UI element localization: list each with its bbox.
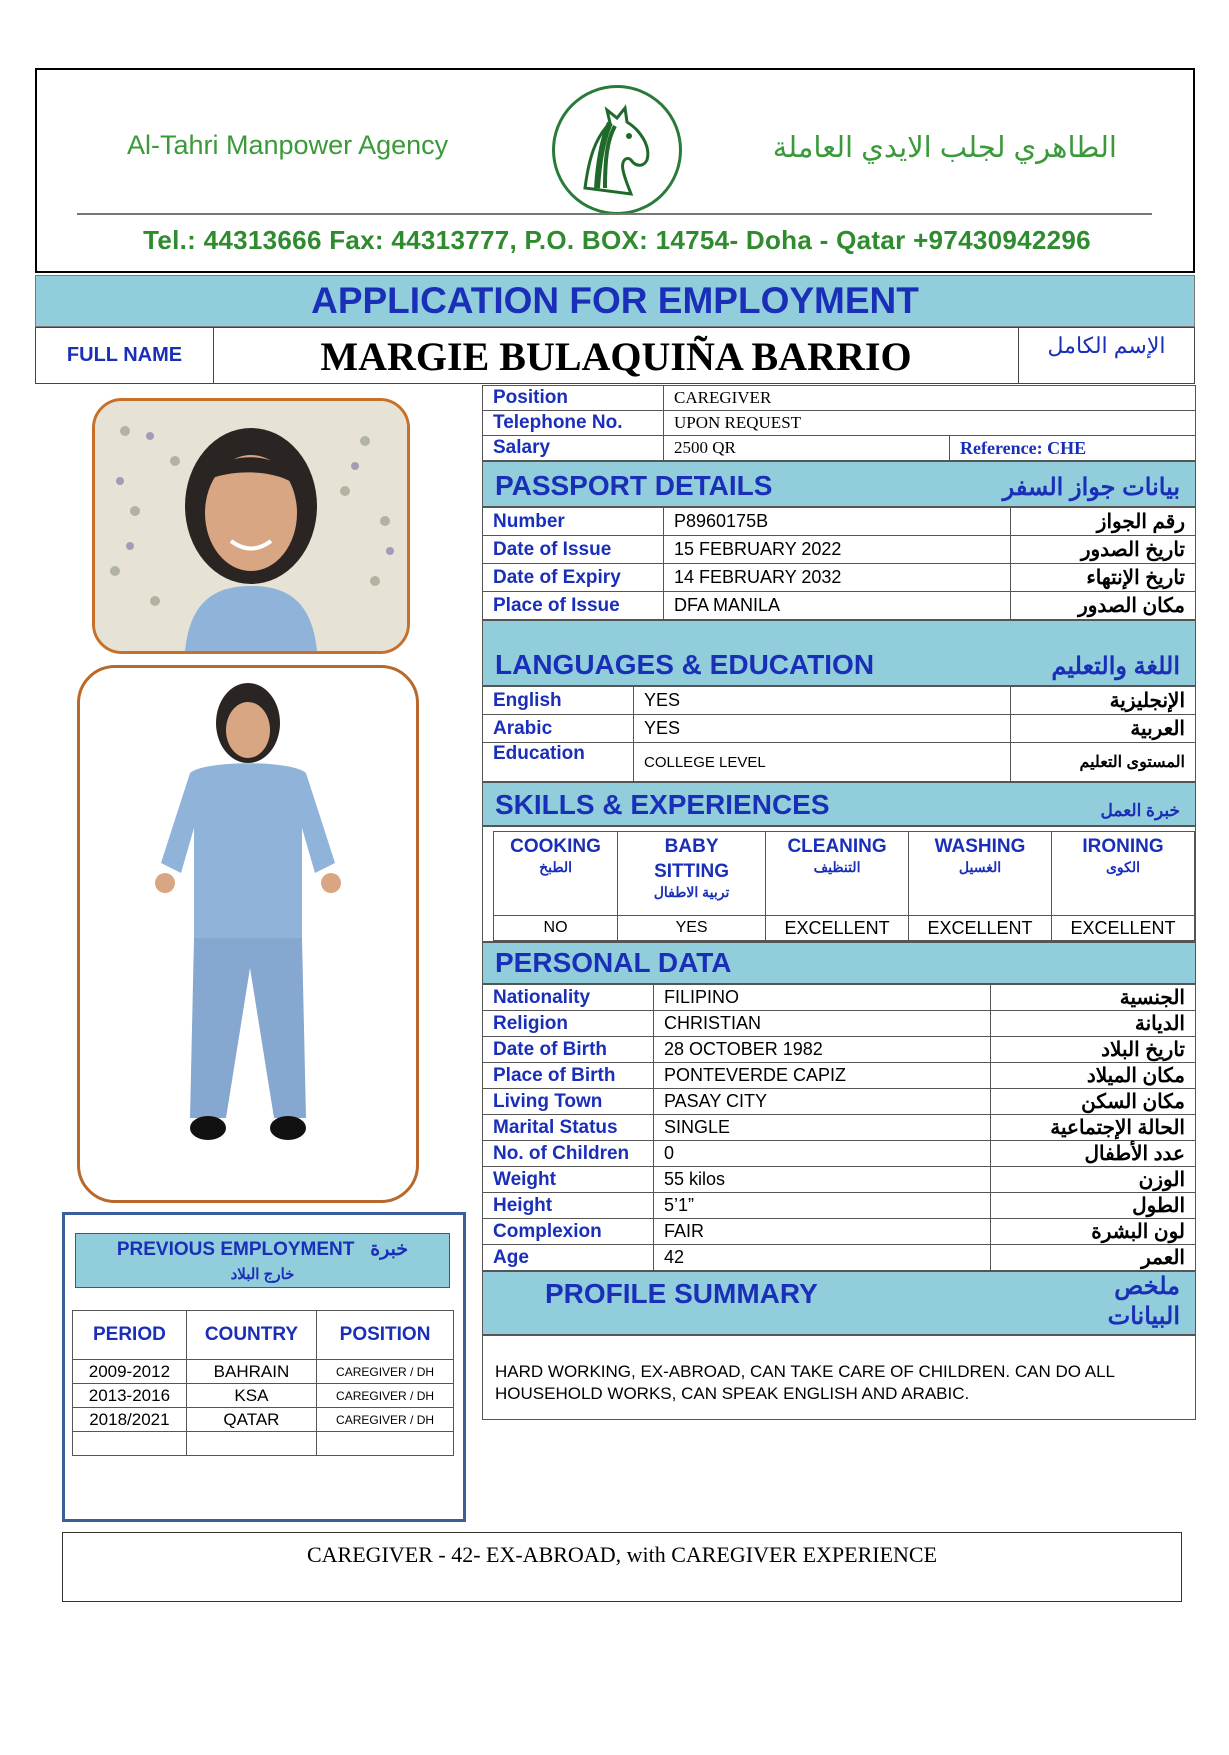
languages-title-ar: اللغة والتعليم: [1051, 653, 1180, 680]
table-row: [483, 1193, 1196, 1219]
personal-label: Weight: [483, 1167, 654, 1193]
skill-cooking: [494, 832, 618, 916]
telephone-row: [483, 411, 1196, 436]
previous-employment-title-ar-1: خبرة: [370, 1239, 409, 1260]
table-row: [483, 1115, 1196, 1141]
english-label: English: [483, 687, 634, 715]
skill-cleaning-label-ar: التنظيف: [813, 859, 861, 875]
telephone-label: Telephone No.: [483, 411, 664, 436]
education-value: COLLEGE LEVEL: [634, 743, 1011, 782]
personal-label: Height: [483, 1193, 654, 1219]
languages-title: LANGUAGES & EDUCATION: [495, 649, 875, 680]
personal-label-ar: عدد الأطفال: [991, 1141, 1196, 1167]
table-row: [483, 508, 1196, 536]
page-title: APPLICATION FOR EMPLOYMENT: [311, 280, 919, 321]
languages-table: [482, 686, 1196, 782]
personal-value: 55 kilos: [654, 1167, 991, 1193]
passport-title-ar: بيانات جواز السفر: [1002, 474, 1180, 501]
personal-label-ar: الحالة الإجتماعية: [991, 1115, 1196, 1141]
skill-baby-sitting-value: YES: [618, 916, 766, 941]
passport-number-label: Number: [483, 508, 664, 536]
full-name-row: [35, 327, 1195, 384]
table-row: [483, 743, 1196, 782]
personal-label-ar: الجنسية: [991, 985, 1196, 1011]
period-cell: 2009-2012: [73, 1360, 187, 1384]
arabic-label-ar: العربية: [1011, 715, 1196, 743]
position-value: CAREGIVER: [664, 386, 1196, 411]
personal-label: No. of Children: [483, 1141, 654, 1167]
passport-number-value: P8960175B: [664, 508, 1011, 536]
personal-label-ar: العمر: [991, 1245, 1196, 1271]
personal-label-ar: لون البشرة: [991, 1219, 1196, 1245]
position-cell: [317, 1432, 454, 1456]
issue-date-label-ar: تاريخ الصدور: [1011, 536, 1196, 564]
previous-employment-title-ar-2: خارج البلاد: [230, 1266, 295, 1283]
previous-employment-title: [75, 1233, 450, 1288]
salary-label: Salary: [483, 436, 664, 461]
position-cell: CAREGIVER / DH: [317, 1360, 454, 1384]
previous-employment-title-en: PREVIOUS EMPLOYMENT: [116, 1239, 355, 1260]
table-row: [73, 1360, 454, 1384]
table-row: [483, 985, 1196, 1011]
full-name-label: FULL NAME: [36, 328, 214, 383]
table-row: [483, 1037, 1196, 1063]
passport-table: [482, 507, 1196, 620]
personal-value: CHRISTIAN: [654, 1011, 991, 1037]
personal-value: 42: [654, 1245, 991, 1271]
table-row: [483, 1063, 1196, 1089]
footer-summary: CAREGIVER - 42- EX-ABROAD, with CAREGIVER EXPERIENCE: [62, 1532, 1182, 1602]
skill-cleaning: [766, 832, 909, 916]
profile-section-header: [482, 1271, 1196, 1335]
portrait-photo: [92, 398, 410, 654]
skills-header-row: [494, 832, 1195, 916]
table-row: [483, 536, 1196, 564]
personal-label-ar: الطول: [991, 1193, 1196, 1219]
personal-value: FAIR: [654, 1219, 991, 1245]
header-divider: [77, 213, 1152, 215]
full-name-label-ar: الإسم الكامل: [1047, 333, 1166, 358]
passport-title: PASSPORT DETAILS: [495, 470, 773, 501]
table-row: [483, 1167, 1196, 1193]
profile-title: PROFILE SUMMARY: [545, 1278, 818, 1309]
arabic-label: Arabic: [483, 715, 634, 743]
personal-label: Marital Status: [483, 1115, 654, 1141]
reference-value: Reference: CHE: [950, 436, 1196, 461]
table-row: [483, 592, 1196, 620]
agency-header: [35, 68, 1195, 273]
profile-title-ar: ملخص البيانات: [1107, 1273, 1180, 1330]
skills-section-header: [482, 782, 1196, 826]
period-header: PERIOD: [73, 1311, 187, 1360]
skill-ironing: [1052, 832, 1195, 916]
position-cell: CAREGIVER / DH: [317, 1384, 454, 1408]
passport-section-header: [482, 461, 1196, 507]
personal-label: Living Town: [483, 1089, 654, 1115]
expiry-date-label-ar: تاريخ الإنتهاء: [1011, 564, 1196, 592]
job-table: [482, 385, 1196, 461]
personal-section-header: [482, 942, 1196, 984]
position-cell: CAREGIVER / DH: [317, 1408, 454, 1432]
personal-label: Complexion: [483, 1219, 654, 1245]
skill-cleaning-label: CLEANING: [787, 836, 887, 857]
skills-title: SKILLS & EXPERIENCES: [495, 789, 830, 820]
personal-value: 0: [654, 1141, 991, 1167]
skill-cleaning-value: EXCELLENT: [766, 916, 909, 941]
country-cell: [186, 1432, 316, 1456]
position-header: POSITION: [317, 1311, 454, 1360]
personal-value: SINGLE: [654, 1115, 991, 1141]
full-body-photo: [77, 665, 419, 1203]
skill-ironing-value: EXCELLENT: [1052, 916, 1195, 941]
period-cell: 2013-2016: [73, 1384, 187, 1408]
expiry-date-value: 14 FEBRUARY 2032: [664, 564, 1011, 592]
english-value: YES: [634, 687, 1011, 715]
period-cell: [73, 1432, 187, 1456]
country-cell: BAHRAIN: [186, 1360, 316, 1384]
skill-cooking-label-ar: الطبخ: [539, 859, 572, 875]
table-row: [73, 1408, 454, 1432]
skill-washing-value: EXCELLENT: [909, 916, 1052, 941]
table-row: [483, 1011, 1196, 1037]
expiry-date-label: Date of Expiry: [483, 564, 664, 592]
previous-employment-table: [72, 1310, 454, 1456]
table-row: [483, 1245, 1196, 1271]
horse-logo-icon: [552, 85, 682, 215]
profile-summary-text: HARD WORKING, EX-ABROAD, CAN TAKE CARE OF CHILDREN. CAN DO ALL HOUSEHOLD WORKS, CAN SPEAK ENGLISH AND ARABIC.: [482, 1335, 1196, 1420]
personal-title: PERSONAL DATA: [495, 947, 732, 978]
position-label: Position: [483, 386, 664, 411]
skill-baby-sitting: [618, 832, 766, 916]
table-row: [483, 1089, 1196, 1115]
title-bar: [35, 275, 1195, 327]
passport-number-label-ar: رقم الجواز: [1011, 508, 1196, 536]
table-row: [73, 1432, 454, 1456]
skills-wrapper: [482, 826, 1196, 942]
issue-place-label: Place of Issue: [483, 592, 664, 620]
telephone-value: UPON REQUEST: [664, 411, 1196, 436]
skill-baby-sitting-label: BABY SITTING: [654, 836, 730, 882]
personal-value: PONTEVERDE CAPIZ: [654, 1063, 991, 1089]
issue-place-value: DFA MANILA: [664, 592, 1011, 620]
full-name-value: MARGIE BULAQUIÑA BARRIO: [214, 328, 1019, 383]
personal-table: [482, 984, 1196, 1271]
personal-label: Age: [483, 1245, 654, 1271]
country-header: COUNTRY: [186, 1311, 316, 1360]
salary-value: 2500 QR: [664, 436, 950, 461]
table-row: [483, 1219, 1196, 1245]
skill-ironing-label-ar: الكوى: [1105, 859, 1141, 875]
table-row: [73, 1384, 454, 1408]
personal-label-ar: مكان السكن: [991, 1089, 1196, 1115]
skill-ironing-label: IRONING: [1082, 836, 1164, 857]
issue-date-label: Date of Issue: [483, 536, 664, 564]
agency-name-en: Al-Tahri Manpower Agency: [127, 130, 449, 160]
personal-value: 5’1”: [654, 1193, 991, 1219]
skills-table: [493, 831, 1195, 941]
personal-label: Place of Birth: [483, 1063, 654, 1089]
education-label-ar: المستوى التعليم: [1011, 743, 1196, 782]
table-header-row: [73, 1311, 454, 1360]
skill-baby-sitting-label-ar: تربية الاطفال: [653, 884, 730, 900]
personal-label-ar: مكان الميلاد: [991, 1063, 1196, 1089]
table-row: [483, 564, 1196, 592]
personal-label: Date of Birth: [483, 1037, 654, 1063]
previous-employment-box: [62, 1212, 466, 1522]
personal-label-ar: الديانة: [991, 1011, 1196, 1037]
arabic-value: YES: [634, 715, 1011, 743]
personal-label: Religion: [483, 1011, 654, 1037]
personal-label-ar: تاريخ البلاد: [991, 1037, 1196, 1063]
languages-section-header: [482, 620, 1196, 686]
skill-cooking-value: NO: [494, 916, 618, 941]
personal-value: PASAY CITY: [654, 1089, 991, 1115]
personal-label-ar: الوزن: [991, 1167, 1196, 1193]
personal-label: Nationality: [483, 985, 654, 1011]
period-cell: 2018/2021: [73, 1408, 187, 1432]
table-row: [483, 687, 1196, 715]
contact-info: Tel.: 44313666 Fax: 44313777, P.O. BOX: 14754- Doha - Qatar +97430942296: [143, 225, 1091, 255]
details-column: [482, 385, 1196, 1420]
skills-title-ar: خبرة العمل: [1100, 801, 1180, 820]
skill-cooking-label: COOKING: [510, 836, 601, 857]
skill-washing-label: WASHING: [934, 836, 1026, 857]
issue-date-value: 15 FEBRUARY 2022: [664, 536, 1011, 564]
education-label: Education: [483, 743, 634, 782]
country-cell: KSA: [186, 1384, 316, 1408]
personal-value: 28 OCTOBER 1982: [654, 1037, 991, 1063]
skill-washing: [909, 832, 1052, 916]
agency-name-ar: الطاهري لجلب الايدي العاملة: [772, 132, 1117, 164]
english-label-ar: الإنجليزية: [1011, 687, 1196, 715]
table-row: [483, 1141, 1196, 1167]
issue-place-label-ar: مكان الصدور: [1011, 592, 1196, 620]
skill-washing-label-ar: الغسيل: [958, 859, 1002, 875]
position-row: [483, 386, 1196, 411]
personal-value: FILIPINO: [654, 985, 991, 1011]
table-row: [483, 715, 1196, 743]
skills-value-row: [494, 916, 1195, 941]
salary-row: [483, 436, 1196, 461]
country-cell: QATAR: [186, 1408, 316, 1432]
